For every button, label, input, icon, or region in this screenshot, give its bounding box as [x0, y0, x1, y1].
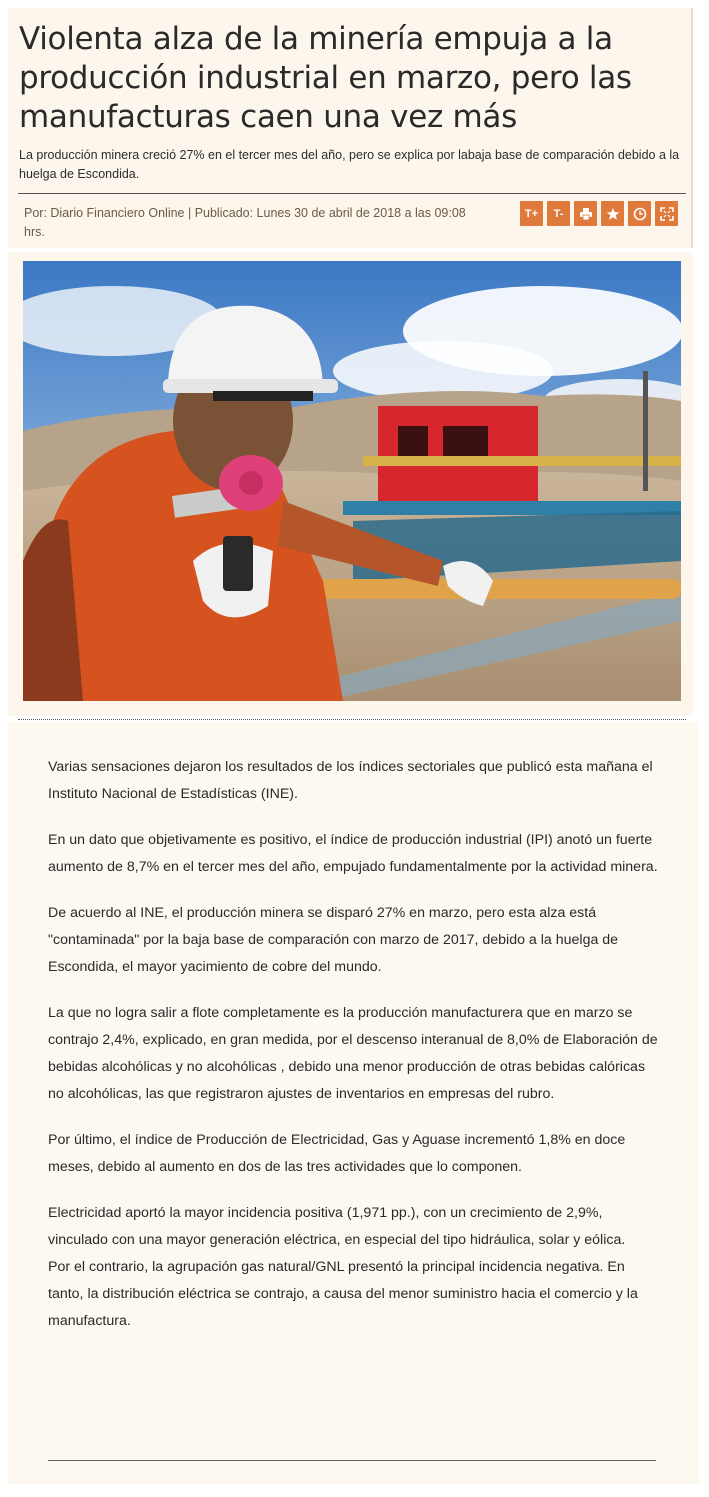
- article-paragraph: En un dato que objetivamente es positivo, el índice de producción industrial (IPI) anotó un fuerte aumento de 8,7% en el tercer mes del año, empujado fundamentalmente por la actividad minera.: [48, 832, 658, 875]
- fullscreen-icon: [660, 207, 674, 221]
- header-divider: [18, 193, 686, 194]
- article-subtitle: La producción minera creció 27% en el tercer mes del año, pero se explica por labaja base de comparación debido a la huelga de Escondida.: [19, 148, 680, 181]
- byline: [24, 204, 474, 242]
- article-paragraph: La que no logra salir a flote completamente es la producción manufacturera que en marzo se contrajo 2,4%, explicado, en gran medida, por el descenso interanual de 8,0% de Elaboración de bebidas alcohólicas y no alcohólicas , debido una menor producción de otras bebidas calóricas no alcohólicas, las que registraron ajustes de inventarios en empresas del rubro.: [48, 1005, 658, 1102]
- byline-prefix: Por:: [24, 206, 51, 220]
- article-body-container: [8, 722, 699, 1484]
- article-photo[interactable]: [23, 261, 681, 701]
- article-paragraph: Por el contrario, la agrupación gas natural/GNL presentó la principal incidencia negativa. En tanto, la distribución eléctrica se contrajo, a causa del menor suministro hacia el comercio y la manufactura.: [48, 1259, 638, 1329]
- reading-time-button[interactable]: [628, 201, 651, 226]
- photo-miner-with-radio: [23, 261, 681, 701]
- published-label: | Publicado:: [184, 206, 257, 220]
- font-decrease-button[interactable]: T-: [547, 201, 570, 226]
- article-paragraph: Electricidad aportó la mayor incidencia positiva (1,971 pp.), con un crecimiento de 2,9%, vinculado con una mayor generación eléctrica, en especial del tipo hidráulica, solar y eólica.: [48, 1205, 626, 1248]
- favorite-button[interactable]: [601, 201, 624, 226]
- clock-icon: [633, 207, 647, 221]
- article-end-divider: [48, 1460, 656, 1461]
- byline-author[interactable]: Diario Financiero Online: [50, 206, 185, 220]
- article-toolbar: [520, 201, 678, 226]
- print-button[interactable]: [574, 201, 597, 226]
- article-paragraph: Por último, el índice de Producción de Electricidad, Gas y Aguase incrementó 1,8% en doce meses, debido al aumento en dos de las tres actividades que lo componen.: [48, 1132, 626, 1175]
- print-icon: [579, 207, 593, 221]
- article-paragraph: Varias sensaciones dejaron los resultados de los índices sectoriales que publicó esta mañana el Instituto Nacional de Estadísticas (INE).: [48, 759, 653, 802]
- photo-divider: [18, 719, 686, 720]
- font-increase-button[interactable]: T+: [520, 201, 543, 226]
- article-photo-container: [8, 252, 693, 716]
- article-body: [48, 754, 663, 1354]
- article-paragraph: De acuerdo al INE, el producción minera se disparó 27% en marzo, pero esta alza está "contaminada" por la baja base de comparación con marzo de 2017, debido a la huelga de Escondida, el mayor yacimiento de cobre del mundo.: [48, 905, 619, 975]
- star-icon: [606, 207, 620, 221]
- article-header: [8, 8, 693, 248]
- article-headline: Violenta alza de la minería empuja a la producción industrial en marzo, pero las manufacturas caen una vez más: [19, 21, 632, 135]
- fullscreen-button[interactable]: [655, 201, 678, 226]
- published-date: Lunes 30 de abril de 2018 a las 09:08 hrs.: [24, 206, 466, 239]
